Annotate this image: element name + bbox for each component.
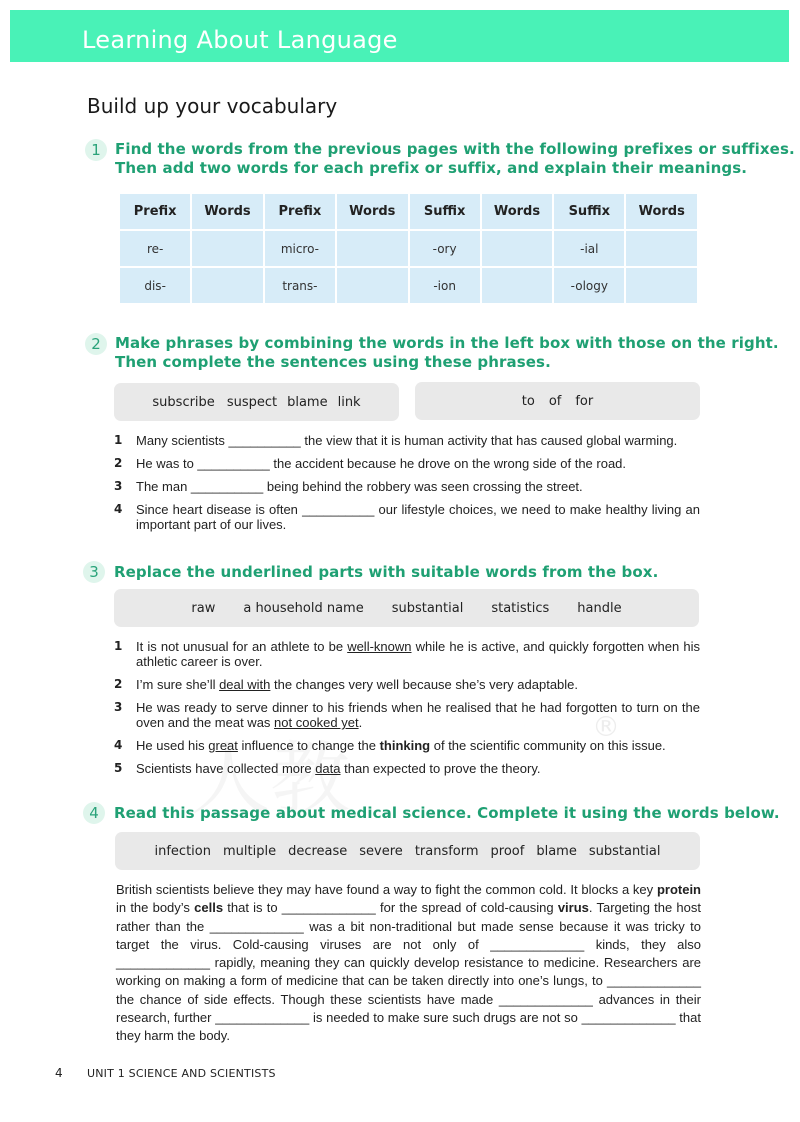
reading-passage: British scientists believe they may have found a way to fight the common cold. It blocks a key protein in the body’s cells that is to _____________ for the spread of cold-causing virus. Targeting the host rather than the _____________ was a bit non-traditional but made sense because it was tricky to target the virus. Cold-causing viruses are not only of _____________ kinds, they also _____________ rapidly, meaning they can quickly develop resistance to medicine. Researchers are working on making a form of medicine that can be taken directly into one’s lungs, to _____________ the chance of side effects. Though these scientists have made _____________ advances in their research, further _____________ is needed to make sure such drugs are not so _____________ that they harm the body.: [116, 882, 702, 1044]
item-number: 3: [114, 479, 123, 493]
underlined-phrase: great: [208, 738, 238, 753]
answer-blank[interactable]: _____________: [490, 936, 585, 952]
answer-blank[interactable]: __________: [197, 456, 270, 471]
table-cell-answer[interactable]: [482, 231, 552, 266]
answer-blank[interactable]: _____________: [209, 918, 304, 934]
item-number: 4: [114, 502, 123, 516]
answer-blank[interactable]: __________: [302, 502, 375, 517]
word-option: decrease: [288, 843, 348, 859]
registered-mark: ®: [592, 710, 620, 743]
answer-blank[interactable]: _____________: [581, 1010, 676, 1026]
exercise-number: 1: [85, 139, 107, 161]
instruction-line: Find the words from the previous pages with the following prefixes or suffixes.: [115, 140, 795, 158]
table-cell-answer[interactable]: [337, 231, 407, 266]
item-text: He used his great influence to change the thinking of the scientific community on this issue.: [136, 738, 666, 753]
word-option: blame: [536, 843, 577, 859]
answer-blank[interactable]: _____________: [116, 955, 210, 971]
bold-word: cells: [194, 900, 224, 916]
item-text: He was to __________ the accident because he drove on the wrong side of the road.: [136, 456, 627, 471]
right-word-box: [415, 382, 700, 420]
table-cell: -ial: [554, 231, 624, 266]
affix-table: [118, 192, 699, 305]
table-header: Suffix: [554, 194, 624, 229]
list-item: [114, 502, 700, 532]
exercise-instruction: [115, 140, 795, 178]
bold-word: protein: [656, 882, 701, 897]
table-cell-answer[interactable]: [192, 231, 262, 266]
header-banner: [10, 10, 789, 62]
table-cell: -ion: [410, 268, 480, 303]
table-cell-answer[interactable]: [337, 268, 407, 303]
item-number: 5: [114, 761, 123, 775]
table-cell-answer[interactable]: [626, 231, 697, 266]
exercise-number: 2: [85, 333, 107, 355]
item-text: Scientists have collected more data than expected to prove the theory.: [136, 761, 541, 776]
exercise-number: 4: [83, 802, 105, 824]
word-box: [115, 832, 700, 870]
table-cell-answer[interactable]: [626, 268, 697, 303]
item-text: The man __________ being behind the robbery was seen crossing the street.: [136, 479, 583, 494]
item-number: 4: [114, 738, 123, 752]
item-number: 1: [114, 433, 123, 447]
word-option: blame: [287, 394, 328, 410]
word-option: substantial: [391, 600, 464, 616]
table-header: Words: [192, 194, 262, 229]
table-header: Words: [482, 194, 552, 229]
page-title: Build up your vocabulary: [87, 94, 338, 118]
word-option: subscribe: [152, 394, 215, 410]
list-item: [114, 479, 700, 494]
word-option: a household name: [243, 600, 364, 616]
instruction-line: Then complete the sentences using these phrases.: [115, 353, 551, 371]
underlined-phrase: deal with: [219, 677, 271, 692]
exercise-instruction: Read this passage about medical science. Complete it using the words below.: [114, 804, 780, 822]
list-item: [114, 738, 700, 753]
table-header: Words: [337, 194, 407, 229]
word-option: for: [575, 393, 594, 409]
exercise-instruction: [115, 334, 779, 372]
table-header: Words: [626, 194, 697, 229]
answer-blank[interactable]: _____________: [281, 900, 376, 916]
item-number: 1: [114, 639, 123, 653]
table-row: [120, 268, 697, 303]
word-option: proof: [490, 843, 525, 859]
table-header-row: [120, 194, 697, 229]
word-option: infection: [154, 843, 211, 859]
table-cell: -ology: [554, 268, 624, 303]
item-number: 3: [114, 700, 123, 714]
table-cell: -ory: [410, 231, 480, 266]
answer-blank[interactable]: __________: [190, 479, 264, 494]
left-word-box: [114, 383, 399, 421]
answer-blank[interactable]: __________: [228, 433, 301, 448]
table-cell: trans-: [265, 268, 335, 303]
item-text: I’m sure she’ll deal with the changes very well because she’s very adaptable.: [136, 677, 579, 692]
word-option: of: [548, 393, 562, 409]
underlined-phrase: not cooked yet: [274, 715, 359, 730]
underlined-phrase: data: [315, 761, 341, 776]
unit-label: UNIT 1 SCIENCE AND SCIENTISTS: [87, 1067, 276, 1080]
word-option: handle: [577, 600, 622, 616]
item-text: He was ready to serve dinner to his friends when he realised that he had forgotten to turn on the oven and the meat was not cooked yet.: [136, 700, 700, 730]
word-option: link: [337, 394, 361, 410]
bold-word: virus: [557, 900, 589, 916]
table-header: Prefix: [265, 194, 335, 229]
word-option: statistics: [491, 600, 550, 616]
word-option: suspect: [226, 394, 278, 410]
answer-blank[interactable]: _____________: [607, 973, 701, 989]
sentence-list: [114, 639, 700, 784]
word-option: to: [521, 393, 535, 409]
underlined-phrase: well-known: [347, 639, 412, 654]
list-item: [114, 456, 700, 471]
word-option: severe: [359, 843, 403, 859]
item-number: 2: [114, 677, 123, 691]
table-cell: re-: [120, 231, 190, 266]
exercise-instruction: Replace the underlined parts with suitable words from the box.: [114, 563, 659, 581]
table-header: Prefix: [120, 194, 190, 229]
list-item: [114, 761, 700, 776]
exercise-number: 3: [83, 561, 105, 583]
sentence-list: [114, 433, 700, 540]
list-item: [114, 433, 700, 448]
instruction-line: Then add two words for each prefix or suffix, and explain their meanings.: [115, 159, 748, 177]
item-text: Since heart disease is often __________ our lifestyle choices, we need to make healthy living an important part of our lives.: [136, 502, 700, 532]
item-text: Many scientists __________ the view that it is human activity that has caused global warming.: [136, 433, 678, 448]
answer-blank[interactable]: _____________: [215, 1010, 310, 1026]
page-number: 4: [55, 1066, 63, 1080]
table-header: Suffix: [410, 194, 480, 229]
list-item: [114, 700, 700, 730]
answer-blank[interactable]: _____________: [498, 991, 593, 1007]
word-option: multiple: [222, 843, 277, 859]
table-cell-answer[interactable]: [192, 268, 262, 303]
table-cell: dis-: [120, 268, 190, 303]
table-cell-answer[interactable]: [482, 268, 552, 303]
list-item: [114, 677, 700, 692]
word-box: [114, 589, 699, 627]
table-row: [120, 231, 697, 266]
section-title: Learning About Language: [82, 26, 398, 54]
table-cell: micro-: [265, 231, 335, 266]
item-text: It is not unusual for an athlete to be well-known while he is active, and quickly forgotten when his athletic career is over.: [136, 639, 700, 669]
word-option: raw: [191, 600, 216, 616]
word-option: substantial: [588, 843, 661, 859]
word-option: transform: [414, 843, 479, 859]
item-number: 2: [114, 456, 123, 470]
list-item: [114, 639, 700, 669]
instruction-line: Make phrases by combining the words in the left box with those on the right.: [115, 334, 779, 352]
bold-word: thinking: [379, 738, 431, 753]
